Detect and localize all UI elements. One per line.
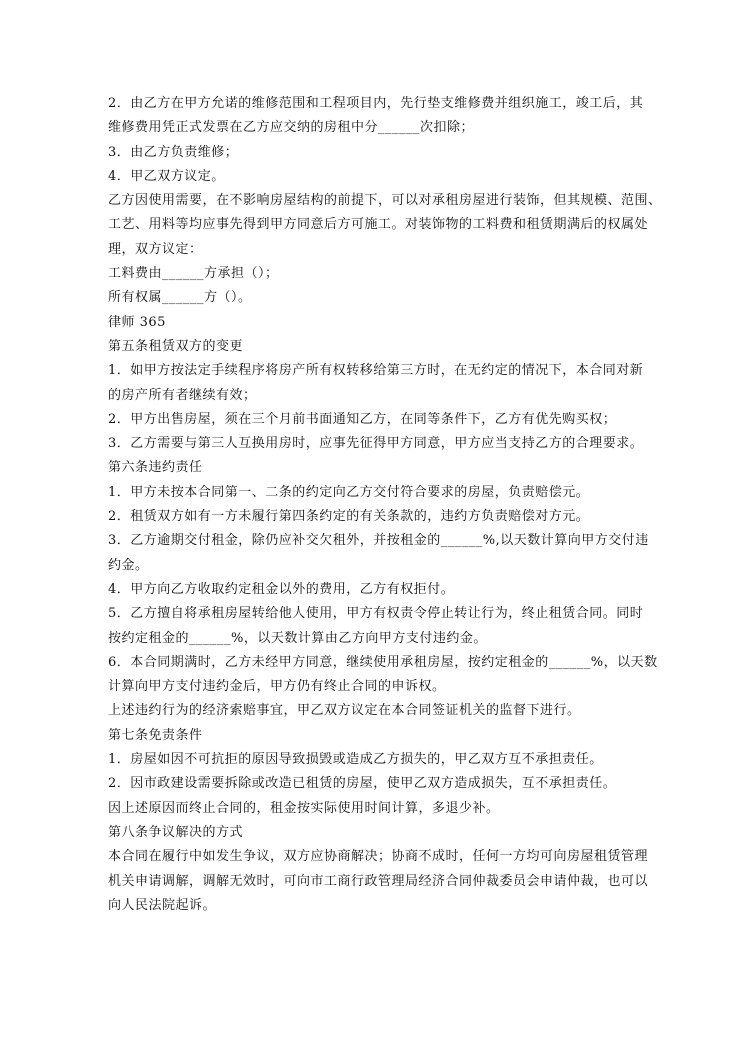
- text-line: 律师 365: [108, 314, 166, 330]
- text-line: 4．甲方向乙方收取约定租金以外的费用，乙方有权拒付。: [108, 581, 455, 597]
- text-line: 因上述原因而终止合同的，租金按实际使用时间计算，多退少补。: [108, 800, 500, 816]
- text-line: 2．甲方出售房屋，须在三个月前书面通知乙方，在同等条件下，乙方有优先购买权；: [108, 411, 617, 427]
- text-line: 1．如甲方按法定手续程序将房产所有权转移给第三方时，在无约定的情况下，本合同对新: [108, 363, 644, 379]
- text-line: 机关申请调解，调解无效时，可向市工商行政管理局经济合同仲裁委员会申请仲裁，也可以: [108, 873, 649, 889]
- text-line: 向人民法院起诉。: [108, 897, 217, 913]
- text-line: 工料费由______方承担（）；: [108, 266, 279, 282]
- text-line: 2．由乙方在甲方允诺的维修范围和工程项目内，先行垫支维修费并组织施工，竣工后，其: [108, 96, 644, 111]
- text-line: 1．甲方未按本合同第一、二条的约定向乙方交付符合要求的房屋，负责赔偿元。: [108, 484, 590, 500]
- text-line: 3．乙方需要与第三人互换用房时，应事先征得甲方同意，甲方应当支持乙方的合理要求。: [108, 436, 644, 452]
- text-line: 3．由乙方负责维修；: [108, 144, 239, 160]
- text-line: 2．因市政建设需要拆除或改造已租赁的房屋，使甲乙双方造成损失，互不承担责任。: [108, 776, 617, 792]
- text-line: 工艺、用料等均应事先得到甲方同意后方可施工。对装饰物的工料费和租赁期满后的权属处: [108, 217, 649, 233]
- text-line: 的房产所有者继续有效；: [108, 387, 257, 403]
- text-line: 5．乙方擅自将承租房屋转给他人使用，甲方有权责令停止转让行为，终止租赁合同。同时: [108, 606, 644, 622]
- document-page: [108, 92, 662, 918]
- text-line: 约金。: [108, 557, 149, 573]
- text-line: 6．本合同期满时，乙方未经甲方同意，继续使用承租房屋，按约定租金的______%，以天数: [108, 654, 658, 670]
- text-line: 所有权属______方（）。: [108, 290, 252, 306]
- text-line: 维修费用凭正式发票在乙方应交纳的房租中分______次扣除；: [108, 120, 475, 136]
- section-heading: 第七条免责条件: [108, 727, 203, 743]
- section-heading: 第五条租赁双方的变更: [108, 338, 244, 354]
- text-line: 1．房屋如因不可抗拒的原因导致损毁或造成乙方损失的，甲乙双方互不承担责任。: [108, 752, 603, 768]
- text-line: 3．乙方逾期交付租金，除仍应补交欠租外，并按租金的______%,以天数计算向甲方交付违: [108, 533, 649, 549]
- section-heading: 第六条违约责任: [108, 460, 203, 476]
- text-line: 本合同在履行中如发生争议，双方应协商解决；协商不成时，任何一方均可向房屋租赁管理: [108, 849, 649, 865]
- text-line: 乙方因使用需要，在不影响房屋结构的前提下，可以对承租房屋进行装饰，但其规模、范围、: [108, 193, 662, 209]
- text-line: 理，双方议定：: [108, 241, 203, 257]
- text-line: 2．租赁双方如有一方未履行第四条约定的有关条款的，违约方负责赔偿对方元。: [108, 509, 590, 525]
- text-line: 4．甲乙双方议定。: [108, 168, 225, 184]
- text-line: 计算向甲方支付违约金后，甲方仍有终止合同的申诉权。: [108, 679, 446, 695]
- section-heading: 第八条争议解决的方式: [108, 824, 244, 840]
- text-line: 上述违约行为的经济索赔事宜，甲乙双方议定在本合同签证机关的监督下进行。: [108, 703, 581, 719]
- text-line: 按约定租金的______%，以天数计算由乙方向甲方支付违约金。: [108, 630, 487, 646]
